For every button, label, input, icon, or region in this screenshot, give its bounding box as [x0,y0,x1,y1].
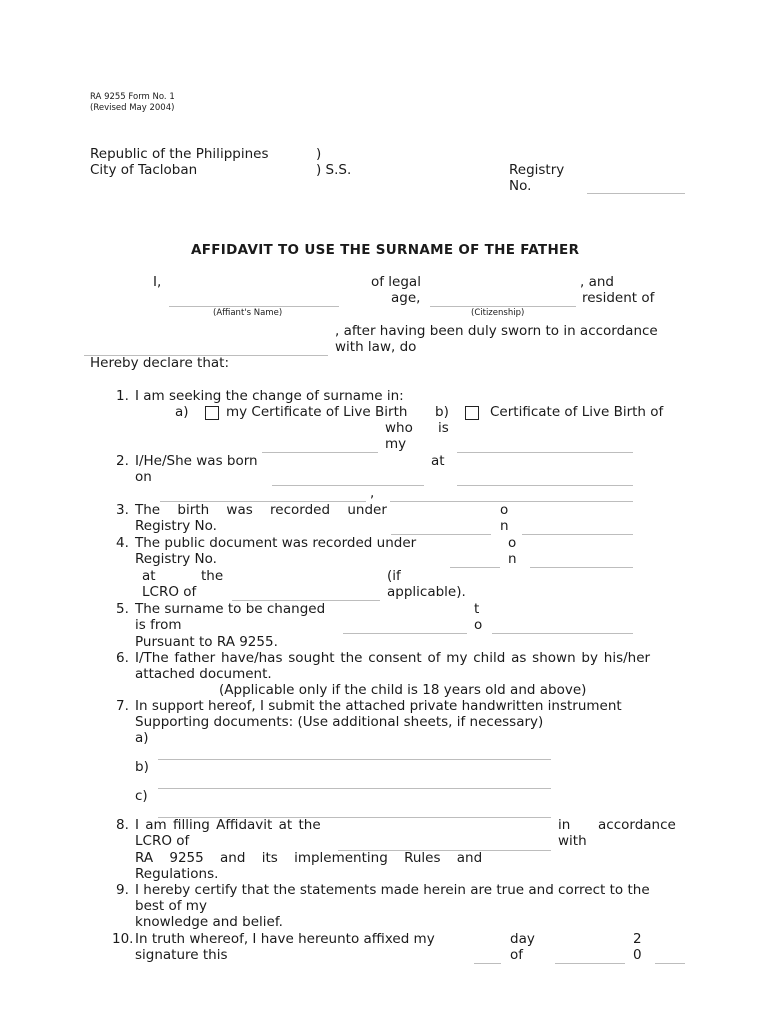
revision-date: (Revised May 2004) [90,103,175,113]
item-2-at: at [431,453,445,469]
item-4-text: The public document was recorded under [135,535,417,551]
item-8-lcro: LCRO of [135,833,190,849]
item-4-applicable: applicable). [387,584,466,600]
item-9-text: I hereby certify that the statements made herein are true and correct to the [135,882,650,898]
item-3-o: o [500,502,509,518]
surname-from-field[interactable] [343,633,467,634]
item-2-comma: , [370,485,375,501]
item-1-number: 1. [116,388,129,404]
item-1a-label: a) [175,404,189,420]
item-7-a-label: a) [135,730,149,746]
item-1-my: my [385,436,407,452]
citizenship-field[interactable] [430,306,576,307]
intro-of-legal: of legal [371,274,421,290]
registry-label: Registry [509,162,565,178]
intro-i: I, [153,274,162,290]
item-3-text: The birth was recorded under [135,502,387,518]
affiant-name-caption: (Affiant's Name) [213,308,283,318]
venue-city: City of Tacloban [90,162,198,178]
item-4-registry: Registry No. [135,551,217,567]
item-4-n: n [508,551,517,567]
item-8-in: in [558,817,571,833]
item-8-text: I am filling Affidavit at the [135,817,321,833]
birth-place-field[interactable] [457,485,633,486]
item-10-2: 2 [633,931,642,947]
intro-and: , and [580,274,614,290]
venue-republic: Republic of the Philippines [90,146,269,162]
item-6-text: I/The father have/has sought the consent of my child as shown by his/her [135,650,651,666]
item-8-with: with [558,833,587,849]
item-10-day: day [510,931,535,947]
affiant-name-field[interactable] [169,306,339,307]
item-4-o: o [508,535,517,551]
intro-hereby: Hereby declare that: [90,355,230,371]
item-2-on: on [135,469,152,485]
item-8-accordance: accordance [598,817,676,833]
document-registration-date-field[interactable] [530,567,633,568]
item-10-of: of [510,947,524,963]
item-4-at: at [142,568,156,584]
day-field[interactable] [474,963,501,964]
form-number: RA 9255 Form No. 1 [90,92,175,102]
item-8-number: 8. [116,817,129,833]
item-3-number: 3. [116,502,129,518]
item-8-regulations: Regulations. [135,866,219,882]
item-5-o: o [474,617,483,633]
item-8-ra: RA 9255 and its implementing Rules and [135,850,483,866]
intro-resident-of: resident of [582,290,655,306]
item-10-0: 0 [633,947,642,963]
item-4-lcro: LCRO of [142,584,197,600]
item-4-number: 4. [116,535,129,551]
year-field[interactable] [655,963,685,964]
item-9-text-2: best of my [135,898,207,914]
venue-ss: ) S.S. [316,162,352,178]
surname-to-field[interactable] [492,633,633,634]
item-1-who: who [385,420,413,436]
item-2-born: I/He/She was born [135,453,258,469]
item-7-number: 7. [116,698,129,714]
other-birth-certificate-checkbox[interactable] [465,406,479,420]
intro-sworn-2: with law, do [335,339,417,355]
item-1b-text: Certificate of Live Birth of [490,404,664,420]
item-5-number: 5. [116,601,129,617]
supporting-doc-a-field[interactable] [158,759,551,760]
item-4-the: the [201,568,224,584]
item-2-number: 2. [116,453,129,469]
supporting-doc-b-field[interactable] [158,788,551,789]
item-6-note: (Applicable only if the child is 18 years old and above) [219,682,587,698]
item-9-text-3: knowledge and belief. [135,914,283,930]
item-5-text: The surname to be changed [135,601,326,617]
birth-place-province-field[interactable] [390,501,633,502]
document-registry-no-field[interactable] [450,567,500,568]
item-7-supporting: Supporting documents: (Use additional sheets, if necessary) [135,714,544,730]
item-10-number: 10. [112,931,134,947]
item-1b-label: b) [435,404,449,420]
item-7-c-label: c) [135,788,148,804]
item-1-is: is [438,420,449,436]
item-3-registry: Registry No. [135,518,217,534]
item-10-text: In truth whereof, I have hereunto affixed my [135,931,435,947]
item-9-number: 9. [116,882,129,898]
child-name-field[interactable] [262,452,378,453]
birth-date-field[interactable] [272,485,424,486]
item-1a-text: my Certificate of Live Birth [226,404,408,420]
item-5-pursuant: Pursuant to RA 9255. [135,634,278,650]
item-1-text: I am seeking the change of surname in: [135,388,404,404]
item-7-b-label: b) [135,759,149,775]
birth-registration-date-field[interactable] [522,534,633,535]
document-title: AFFIDAVIT TO USE THE SURNAME OF THE FATHER [191,242,580,258]
item-5-from: is from [135,617,182,633]
intro-age: age, [391,290,421,306]
item-6-number: 6. [116,650,129,666]
item-7-text: In support hereof, I submit the attached private handwritten instrument [135,698,622,714]
registry-no-field[interactable] [587,193,685,194]
item-10-signature: signature this [135,947,228,963]
month-field[interactable] [555,963,625,964]
item-5-t: t [474,601,480,617]
venue-paren: ) [316,146,322,162]
intro-sworn-1: , after having been duly sworn to in accordance [335,323,658,339]
item-6-text-2: attached document. [135,666,272,682]
item-4-if: (if [387,568,401,584]
citizenship-caption: (Citizenship) [471,308,525,318]
item-3-n: n [500,518,509,534]
own-birth-certificate-checkbox[interactable] [205,406,219,420]
relationship-field[interactable] [457,452,633,453]
registry-no-label: No. [509,178,532,194]
